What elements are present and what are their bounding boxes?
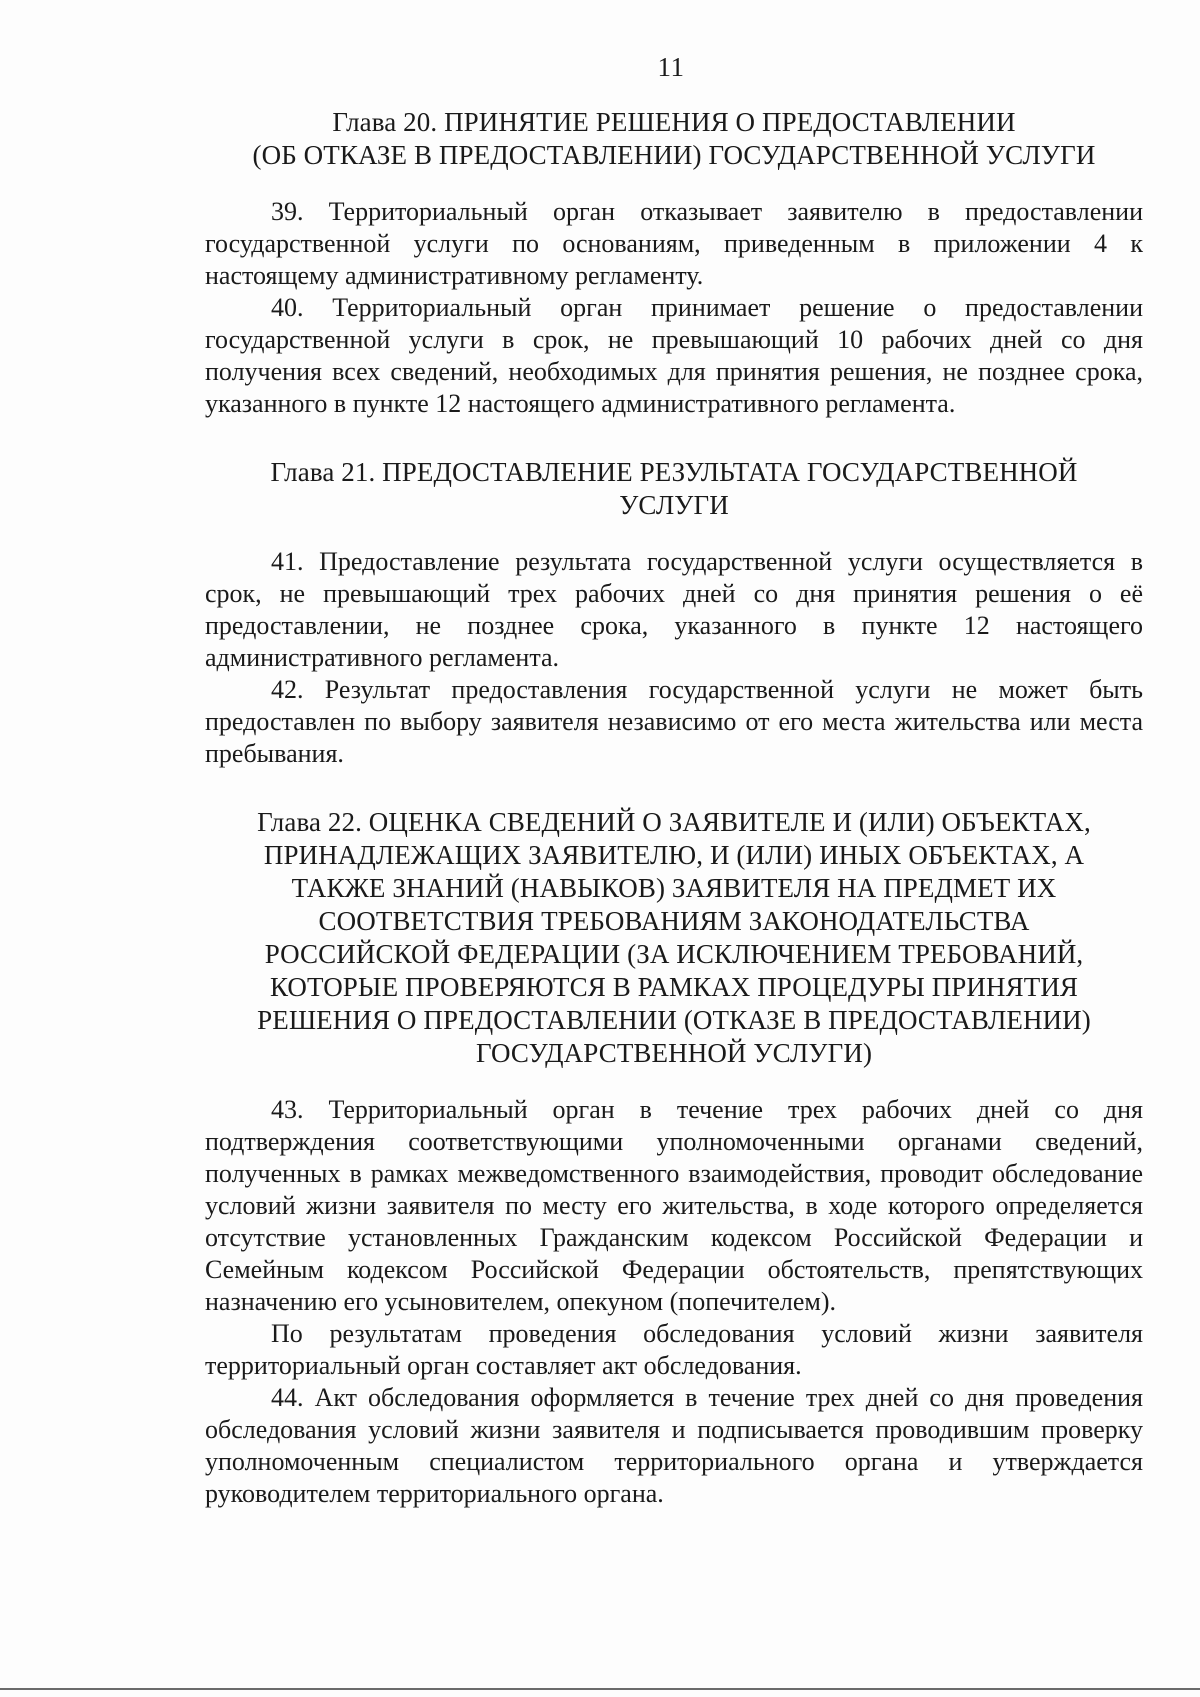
heading-line: Глава 22. ОЦЕНКА СВЕДЕНИЙ О ЗАЯВИТЕЛЕ И (ИЛИ) ОБЪЕКТАХ, <box>257 807 1091 837</box>
heading-line: ГОСУДАРСТВЕННОЙ УСЛУГИ) <box>475 1038 873 1068</box>
chapter-22-heading <box>205 806 1143 1070</box>
heading-line: РОССИЙСКОЙ ФЕДЕРАЦИИ (ЗА ИСКЛЮЧЕНИЕМ ТРЕБОВАНИЙ, <box>264 939 1084 969</box>
heading-line: КОТОРЫЕ ПРОВЕРЯЮТСЯ В РАМКАХ ПРОЦЕДУРЫ ПРИНЯТИЯ <box>269 972 1079 1002</box>
page-bottom-rule <box>0 1688 1200 1690</box>
document-body <box>205 106 1143 1510</box>
heading-line: СООТВЕТСТВИЯ ТРЕБОВАНИЯМ ЗАКОНОДАТЕЛЬСТВА <box>318 906 1030 936</box>
page-number: 11 <box>657 52 685 82</box>
heading-line: ПРИНАДЛЕЖАЩИХ ЗАЯВИТЕЛЮ, И (ИЛИ) ИНЫХ ОБЪЕКТАХ, А <box>263 840 1085 870</box>
paragraph-39: 39. Территориальный орган отказывает заявителю в предоставлении государственной услуги по основаниям, приведенным в приложении 4 к настоящему административному регламенту. <box>205 197 1143 290</box>
paragraph-44: 44. Акт обследования оформляется в течение трех дней со дня проведения обследования условий жизни заявителя и подписывается проводившим проверку уполномоченным специалистом территориального органа и утверждается руководителем территориального органа. <box>205 1383 1143 1508</box>
paragraph-42: 42. Результат предоставления государственной услуги не может быть предоставлен по выбору заявителя независимо от его места жительства или места пребывания. <box>205 675 1143 768</box>
spacer <box>205 172 1143 196</box>
heading-line: РЕШЕНИЯ О ПРЕДОСТАВЛЕНИИ (ОТКАЗЕ В ПРЕДОСТАВЛЕНИИ) <box>257 1005 1091 1035</box>
heading-line: Глава 21. ПРЕДОСТАВЛЕНИЕ РЕЗУЛЬТАТА ГОСУДАРСТВЕННОЙ <box>270 457 1078 487</box>
spacer <box>205 1070 1143 1094</box>
spacer <box>205 420 1143 456</box>
paragraph-41: 41. Предоставление результата государственной услуги осуществляется в срок, не превышающий трех рабочих дней со дня принятия решения о её предоставлении, не позднее срока, указанного в пункте 12 настоящего административного регламента. <box>205 547 1143 672</box>
heading-line: УСЛУГИ <box>619 490 729 520</box>
paragraph-43: 43. Территориальный орган в течение трех рабочих дней со дня подтверждения соответствующими уполномоченными органами сведений, полученных в рамках межведомственного взаимодействия, проводит обследование условий жизни заявителя по месту его жительства, в ходе которого определяется отсутствие установленных Гражданским кодексом Российской Федерации и Семейным кодексом Российской Федерации обстоятельств, препятствующих назначению его усыновителем, опекуном (попечителем). <box>205 1095 1143 1316</box>
chapter-21-heading <box>205 456 1143 522</box>
paragraph-40: 40. Территориальный орган принимает решение о предоставлении государственной услуги в срок, не превышающий 10 рабочих дней со дня получения всех сведений, необходимых для принятия решения, не позднее срока, указанного в пункте 12 настоящего административного регламента. <box>205 293 1143 418</box>
heading-line: ТАКЖЕ ЗНАНИЙ (НАВЫКОВ) ЗАЯВИТЕЛЯ НА ПРЕДМЕТ ИХ <box>291 873 1057 903</box>
paragraph-43-continuation: По результатам проведения обследования условий жизни заявителя территориальный орган составляет акт обследования. <box>205 1319 1143 1380</box>
spacer <box>205 770 1143 806</box>
chapter-20-heading <box>205 106 1143 172</box>
spacer <box>205 522 1143 546</box>
heading-line: Глава 20. ПРИНЯТИЕ РЕШЕНИЯ О ПРЕДОСТАВЛЕНИИ <box>332 107 1016 137</box>
heading-line: (ОБ ОТКАЗЕ В ПРЕДОСТАВЛЕНИИ) ГОСУДАРСТВЕННОЙ УСЛУГИ <box>252 140 1096 170</box>
